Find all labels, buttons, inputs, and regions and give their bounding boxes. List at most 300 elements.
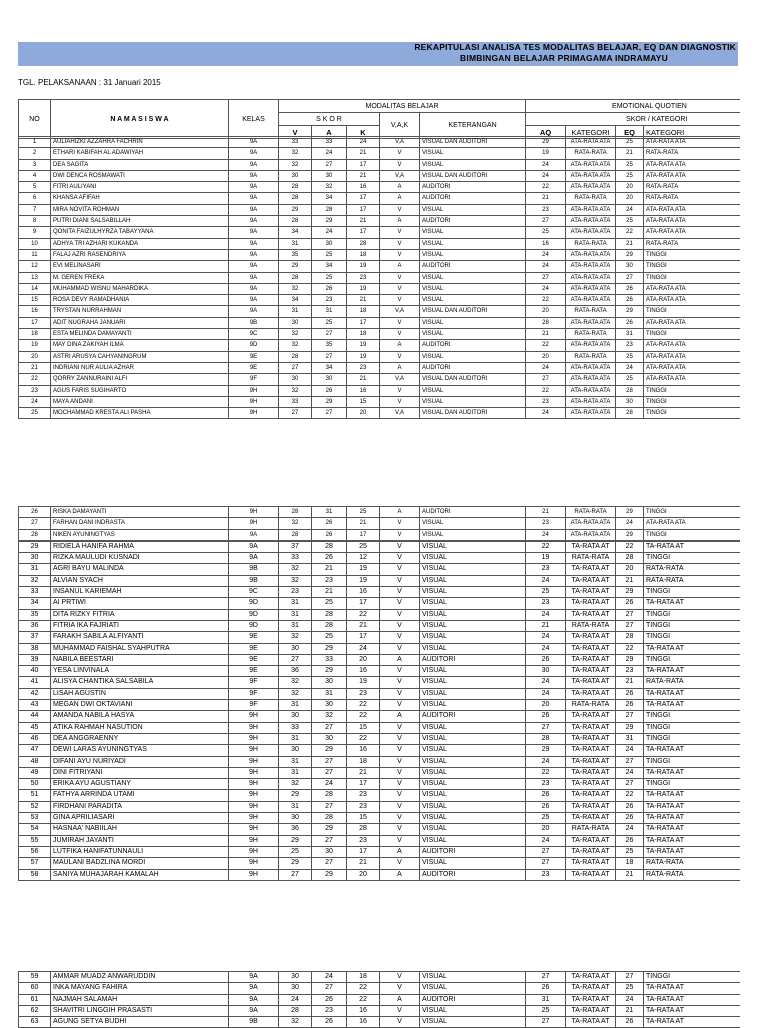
cell-no: 33 <box>19 587 51 598</box>
cell-kategori-aq: TA-RATA AT <box>566 983 616 994</box>
cell-keterangan: VISUAL <box>420 541 526 552</box>
cell-a: 34 <box>312 261 347 272</box>
table-row <box>19 666 741 677</box>
cell-no: 18 <box>19 329 51 340</box>
cell-aq: 31 <box>526 994 566 1005</box>
cell-no: 58 <box>19 869 51 880</box>
cell-v: 33 <box>279 553 312 564</box>
cell-v: 31 <box>279 801 312 812</box>
cell-v: 32 <box>279 518 312 529</box>
cell-keterangan: VISUAL <box>420 518 526 529</box>
cell-kelas: 9H <box>229 722 279 733</box>
cell-nama: PUTRI DIANI SALSABILLAH <box>51 216 229 227</box>
cell-a: 27 <box>312 756 347 767</box>
cell-kelas: 9H <box>229 518 279 529</box>
cell-keterangan: VISUAL <box>420 835 526 846</box>
table-row <box>19 835 741 846</box>
cell-eq: 26 <box>616 317 644 328</box>
cell-a: 28 <box>312 620 347 631</box>
cell-eq: 31 <box>616 733 644 744</box>
cell-keterangan: VISUAL DAN AUDITORI <box>420 306 526 317</box>
cell-nama: LISAH AGUSTIN <box>51 688 229 699</box>
cell-keterangan: VISUAL <box>420 148 526 159</box>
cell-aq: 23 <box>526 779 566 790</box>
cell-v: 25 <box>279 846 312 857</box>
cell-no: 16 <box>19 306 51 317</box>
cell-keterangan: VISUAL <box>420 779 526 790</box>
cell-kelas: 9A <box>229 306 279 317</box>
cell-v: 30 <box>279 983 312 994</box>
table-section-2 <box>18 506 740 881</box>
report-title-line1: REKAPITULASI ANALISA TES MODALITAS BELAJAR, EQ DAN DIAGNOSTIK <box>414 42 736 52</box>
cell-a: 27 <box>312 858 347 869</box>
cell-v: 32 <box>279 677 312 688</box>
cell-kategori-eq: TA-RATA AT <box>644 767 741 778</box>
cell-a: 32 <box>312 711 347 722</box>
cell-aq: 16 <box>526 238 566 249</box>
cell-nama: DEA ANGGRAENNY <box>51 733 229 744</box>
cell-k: 15 <box>347 813 380 824</box>
cell-kategori-eq: TA-RATA AT <box>644 983 741 994</box>
cell-kategori-aq: ATA-RATA ATA <box>566 227 616 238</box>
cell-nama: AGUS FARIS SUGIHARTO <box>51 385 229 396</box>
cell-no: 57 <box>19 858 51 869</box>
cell-no: 6 <box>19 193 51 204</box>
table-row <box>19 598 741 609</box>
cell-vak: A <box>380 216 420 227</box>
cell-a: 34 <box>312 193 347 204</box>
cell-vak: V,A <box>380 408 420 419</box>
table-row <box>19 249 741 260</box>
cell-no: 5 <box>19 182 51 193</box>
cell-aq: 22 <box>526 541 566 552</box>
cell-kelas: 9F <box>229 677 279 688</box>
cell-kategori-aq: ATA-RATA ATA <box>566 170 616 181</box>
cell-a: 27 <box>312 351 347 362</box>
col-emotional: EMOTIONAL QUOTIEN <box>526 100 740 113</box>
cell-kategori-eq: TINGGI <box>644 632 741 643</box>
cell-eq: 24 <box>616 824 644 835</box>
cell-kategori-aq: TA-RATA AT <box>566 632 616 643</box>
cell-a: 30 <box>312 846 347 857</box>
cell-nama: AGRI BAYU MALINDA <box>51 564 229 575</box>
cell-vak: V <box>380 813 420 824</box>
cell-nama: DIFANI AYU NURIYADI <box>51 756 229 767</box>
cell-vak: V <box>380 801 420 812</box>
table-row <box>19 688 741 699</box>
table-row <box>19 408 741 419</box>
cell-kategori-aq: RATA-RATA <box>566 507 616 518</box>
cell-aq: 21 <box>526 193 566 204</box>
cell-v: 30 <box>279 813 312 824</box>
cell-aq: 19 <box>526 148 566 159</box>
cell-k: 23 <box>347 835 380 846</box>
table-row <box>19 983 741 994</box>
cell-keterangan: VISUAL DAN AUDITORI <box>420 408 526 419</box>
cell-keterangan: AUDITORI <box>420 507 526 518</box>
cell-kategori-eq: TA-RATA AT <box>644 824 741 835</box>
cell-kategori-eq: TA-RATA AT <box>644 541 741 552</box>
cell-eq: 26 <box>616 295 644 306</box>
cell-kategori-aq: ATA-RATA ATA <box>566 182 616 193</box>
cell-kategori-aq: TA-RATA AT <box>566 756 616 767</box>
cell-keterangan: VISUAL <box>420 553 526 564</box>
cell-k: 16 <box>347 666 380 677</box>
table-row <box>19 587 741 598</box>
cell-v: 31 <box>279 598 312 609</box>
cell-kategori-eq: TA-RATA AT <box>644 643 741 654</box>
cell-kategori-eq: ATA-RATA ATA <box>644 374 741 385</box>
cell-kelas: 9E <box>229 351 279 362</box>
cell-kategori-eq: TA-RATA AT <box>644 790 741 801</box>
cell-kategori-aq: TA-RATA AT <box>566 779 616 790</box>
cell-nama: FARHAN DANI INDRASTA <box>51 518 229 529</box>
cell-v: 35 <box>279 249 312 260</box>
cell-a: 25 <box>312 272 347 283</box>
cell-a: 31 <box>312 306 347 317</box>
table-row <box>19 193 741 204</box>
cell-kategori-eq: RATA-RATA <box>644 858 741 869</box>
cell-no: 63 <box>19 1017 51 1028</box>
cell-kelas: 9D <box>229 340 279 351</box>
cell-aq: 24 <box>526 677 566 688</box>
cell-k: 18 <box>347 329 380 340</box>
cell-eq: 29 <box>616 654 644 665</box>
cell-no: 10 <box>19 238 51 249</box>
table-row <box>19 858 741 869</box>
cell-kelas: 9A <box>229 159 279 170</box>
cell-a: 28 <box>312 541 347 552</box>
cell-kategori-eq: TINGGI <box>644 306 741 317</box>
cell-kategori-aq: TA-RATA AT <box>566 858 616 869</box>
cell-kategori-eq: TINGGI <box>644 507 741 518</box>
cell-eq: 25 <box>616 983 644 994</box>
col-keterangan: KETERANGAN <box>420 113 526 139</box>
cell-a: 31 <box>312 688 347 699</box>
cell-eq: 30 <box>616 396 644 407</box>
table-row <box>19 541 741 552</box>
cell-kategori-eq: TINGGI <box>644 396 741 407</box>
cell-aq: 25 <box>526 227 566 238</box>
cell-k: 20 <box>347 408 380 419</box>
cell-kategori-aq: ATA-RATA ATA <box>566 340 616 351</box>
cell-k: 19 <box>347 283 380 294</box>
cell-nama: YESA LINVINALA <box>51 666 229 677</box>
cell-keterangan: AUDITORI <box>420 846 526 857</box>
cell-aq: 27 <box>526 846 566 857</box>
cell-aq: 24 <box>526 362 566 373</box>
cell-kelas: 9A <box>229 972 279 983</box>
cell-vak: V <box>380 283 420 294</box>
cell-k: 17 <box>347 193 380 204</box>
cell-kategori-eq: ATA-RATA ATA <box>644 518 741 529</box>
cell-k: 18 <box>347 306 380 317</box>
cell-kelas: 9H <box>229 767 279 778</box>
cell-kelas: 9C <box>229 587 279 598</box>
cell-no: 15 <box>19 295 51 306</box>
cell-aq: 27 <box>526 1017 566 1028</box>
cell-a: 29 <box>312 745 347 756</box>
table-row <box>19 204 741 215</box>
cell-eq: 29 <box>616 722 644 733</box>
cell-keterangan: VISUAL <box>420 733 526 744</box>
cell-keterangan: VISUAL <box>420 983 526 994</box>
table-row <box>19 227 741 238</box>
cell-kategori-aq: TA-RATA AT <box>566 813 616 824</box>
table-header <box>18 99 740 139</box>
cell-kategori-eq: ATA-RATA ATA <box>644 351 741 362</box>
cell-k: 18 <box>347 972 380 983</box>
cell-vak: V <box>380 666 420 677</box>
cell-eq: 26 <box>616 813 644 824</box>
cell-eq: 26 <box>616 688 644 699</box>
cell-aq: 23 <box>526 396 566 407</box>
cell-vak: V <box>380 529 420 540</box>
cell-v: 36 <box>279 824 312 835</box>
cell-v: 28 <box>279 529 312 540</box>
cell-keterangan: VISUAL DAN AUDITORI <box>420 137 526 148</box>
col-vak: V,A,K <box>380 113 420 139</box>
cell-kategori-eq: TINGGI <box>644 553 741 564</box>
cell-k: 28 <box>347 238 380 249</box>
cell-keterangan: VISUAL <box>420 317 526 328</box>
table-row <box>19 553 741 564</box>
col-eq: EQ <box>616 126 644 139</box>
cell-a: 24 <box>312 148 347 159</box>
cell-kelas: 9A <box>229 541 279 552</box>
cell-eq: 31 <box>616 329 644 340</box>
col-modalitas: MODALITAS BELAJAR <box>279 100 526 113</box>
cell-eq: 20 <box>616 564 644 575</box>
cell-nama: JUMIRAH JAYANTI <box>51 835 229 846</box>
cell-aq: 24 <box>526 688 566 699</box>
cell-nama: AMANDA NABILA HASYA <box>51 711 229 722</box>
cell-keterangan: VISUAL <box>420 632 526 643</box>
report-title-line2: BIMBINGAN BELAJAR PRIMAGAMA INDRAMAYU <box>460 53 668 63</box>
cell-kategori-eq: ATA-RATA ATA <box>644 216 741 227</box>
cell-kategori-eq: TINGGI <box>644 529 741 540</box>
cell-v: 30 <box>279 643 312 654</box>
cell-v: 29 <box>279 835 312 846</box>
cell-kategori-eq: TINGGI <box>644 733 741 744</box>
cell-a: 33 <box>312 654 347 665</box>
execution-date: TGL. PELAKSANAAN : 31 Januari 2015 <box>18 78 161 87</box>
cell-k: 22 <box>347 609 380 620</box>
cell-nama: ADIT NUGRAHA JANUARI <box>51 317 229 328</box>
cell-no: 41 <box>19 677 51 688</box>
cell-no: 40 <box>19 666 51 677</box>
table-section-3 <box>18 971 740 1028</box>
cell-a: 27 <box>312 408 347 419</box>
cell-kategori-eq: TA-RATA AT <box>644 688 741 699</box>
cell-a: 29 <box>312 216 347 227</box>
cell-no: 51 <box>19 790 51 801</box>
cell-aq: 26 <box>526 801 566 812</box>
table-row <box>19 351 741 362</box>
cell-kelas: 9A <box>229 238 279 249</box>
table-row <box>19 620 741 631</box>
cell-v: 28 <box>279 507 312 518</box>
cell-keterangan: VISUAL <box>420 396 526 407</box>
cell-kategori-eq: RATA-RATA <box>644 677 741 688</box>
cell-kategori-eq: TINGGI <box>644 587 741 598</box>
table-row <box>19 385 741 396</box>
cell-keterangan: VISUAL <box>420 295 526 306</box>
cell-vak: A <box>380 711 420 722</box>
cell-keterangan: AUDITORI <box>420 994 526 1005</box>
cell-vak: V <box>380 609 420 620</box>
table-row <box>19 340 741 351</box>
cell-keterangan: VISUAL <box>420 351 526 362</box>
cell-v: 29 <box>279 204 312 215</box>
cell-nama: ASTRI ARUSYA CAHYANINGRUM <box>51 351 229 362</box>
cell-vak: A <box>380 994 420 1005</box>
cell-kategori-eq: TINGGI <box>644 408 741 419</box>
cell-no: 50 <box>19 779 51 790</box>
cell-kategori-aq: TA-RATA AT <box>566 733 616 744</box>
cell-kategori-eq: TINGGI <box>644 620 741 631</box>
cell-a: 27 <box>312 767 347 778</box>
cell-a: 26 <box>312 518 347 529</box>
cell-v: 32 <box>279 385 312 396</box>
cell-k: 19 <box>347 261 380 272</box>
cell-no: 8 <box>19 216 51 227</box>
cell-kelas: 9A <box>229 261 279 272</box>
cell-eq: 25 <box>616 846 644 857</box>
cell-nama: KHANSA AFIFAH <box>51 193 229 204</box>
cell-aq: 24 <box>526 170 566 181</box>
cell-k: 21 <box>347 216 380 227</box>
cell-k: 18 <box>347 249 380 260</box>
cell-a: 24 <box>312 227 347 238</box>
cell-eq: 26 <box>616 1017 644 1028</box>
cell-a: 29 <box>312 666 347 677</box>
cell-no: 19 <box>19 340 51 351</box>
cell-keterangan: VISUAL <box>420 688 526 699</box>
cell-no: 56 <box>19 846 51 857</box>
cell-eq: 21 <box>616 1005 644 1016</box>
cell-keterangan: AUDITORI <box>420 362 526 373</box>
cell-no: 2 <box>19 148 51 159</box>
cell-nama: DWI DENCA ROSMAWATI <box>51 170 229 181</box>
cell-eq: 26 <box>616 700 644 711</box>
cell-nama: AGUNG SETYA BUDHI <box>51 1017 229 1028</box>
cell-no: 52 <box>19 801 51 812</box>
cell-kategori-eq: TA-RATA AT <box>644 1017 741 1028</box>
cell-keterangan: VISUAL <box>420 700 526 711</box>
cell-nama: FALAJ AZRI RASENDRIYA <box>51 249 229 260</box>
cell-vak: A <box>380 182 420 193</box>
cell-kategori-aq: RATA-RATA <box>566 700 616 711</box>
cell-vak: V <box>380 317 420 328</box>
cell-no: 11 <box>19 249 51 260</box>
cell-kategori-eq: ATA-RATA ATA <box>644 340 741 351</box>
cell-kategori-aq: TA-RATA AT <box>566 609 616 620</box>
cell-vak: V <box>380 779 420 790</box>
cell-nama: ESTA MELINDA DAMAYANTI <box>51 329 229 340</box>
cell-a: 26 <box>312 283 347 294</box>
cell-a: 26 <box>312 385 347 396</box>
cell-v: 23 <box>279 587 312 598</box>
cell-aq: 25 <box>526 587 566 598</box>
cell-vak: V <box>380 745 420 756</box>
cell-aq: 26 <box>526 790 566 801</box>
cell-a: 25 <box>312 317 347 328</box>
cell-kategori-aq: RATA-RATA <box>566 329 616 340</box>
cell-vak: V <box>380 824 420 835</box>
cell-keterangan: VISUAL <box>420 227 526 238</box>
cell-v: 37 <box>279 541 312 552</box>
cell-v: 28 <box>279 1005 312 1016</box>
cell-a: 27 <box>312 835 347 846</box>
cell-kategori-aq: ATA-RATA ATA <box>566 249 616 260</box>
cell-aq: 24 <box>526 835 566 846</box>
cell-k: 17 <box>347 598 380 609</box>
cell-aq: 22 <box>526 385 566 396</box>
col-kategori-aq: KATEGORI <box>566 126 616 139</box>
cell-a: 30 <box>312 677 347 688</box>
cell-nama: NAJMAH SALAMAH <box>51 994 229 1005</box>
cell-aq: 21 <box>526 507 566 518</box>
table-row <box>19 700 741 711</box>
cell-kategori-aq: TA-RATA AT <box>566 1005 616 1016</box>
cell-aq: 20 <box>526 306 566 317</box>
cell-kategori-eq: ATA-RATA ATA <box>644 137 741 148</box>
cell-kelas: 9H <box>229 385 279 396</box>
cell-no: 36 <box>19 620 51 631</box>
cell-aq: 29 <box>526 745 566 756</box>
cell-vak: V <box>380 767 420 778</box>
cell-aq: 27 <box>526 858 566 869</box>
cell-kategori-eq: RATA-RATA <box>644 148 741 159</box>
cell-no: 30 <box>19 553 51 564</box>
cell-no: 60 <box>19 983 51 994</box>
cell-eq: 24 <box>616 994 644 1005</box>
cell-keterangan: VISUAL <box>420 238 526 249</box>
cell-no: 47 <box>19 745 51 756</box>
cell-aq: 25 <box>526 813 566 824</box>
cell-kategori-aq: ATA-RATA ATA <box>566 137 616 148</box>
cell-a: 27 <box>312 801 347 812</box>
cell-no: 3 <box>19 159 51 170</box>
cell-kelas: 9B <box>229 317 279 328</box>
cell-no: 39 <box>19 654 51 665</box>
cell-keterangan: VISUAL <box>420 824 526 835</box>
cell-eq: 25 <box>616 374 644 385</box>
cell-a: 21 <box>312 587 347 598</box>
table-section-1 <box>18 136 740 419</box>
cell-nama: FITRI AULIYANI <box>51 182 229 193</box>
cell-nama: LUTFIKA HANIFATUNNAULI <box>51 846 229 857</box>
table-row <box>19 779 741 790</box>
cell-nama: MAY DINA ZAKIYAH ILMA <box>51 340 229 351</box>
cell-eq: 24 <box>616 767 644 778</box>
cell-vak: V <box>380 632 420 643</box>
cell-eq: 22 <box>616 541 644 552</box>
cell-keterangan: AUDITORI <box>420 193 526 204</box>
cell-no: 20 <box>19 351 51 362</box>
cell-v: 34 <box>279 227 312 238</box>
cell-kategori-eq: ATA-RATA ATA <box>644 283 741 294</box>
cell-kategori-eq: TINGGI <box>644 722 741 733</box>
cell-v: 32 <box>279 575 312 586</box>
cell-aq: 23 <box>526 518 566 529</box>
cell-kelas: 9A <box>229 227 279 238</box>
cell-k: 19 <box>347 340 380 351</box>
table-row <box>19 745 741 756</box>
cell-keterangan: VISUAL <box>420 598 526 609</box>
cell-v: 32 <box>279 779 312 790</box>
